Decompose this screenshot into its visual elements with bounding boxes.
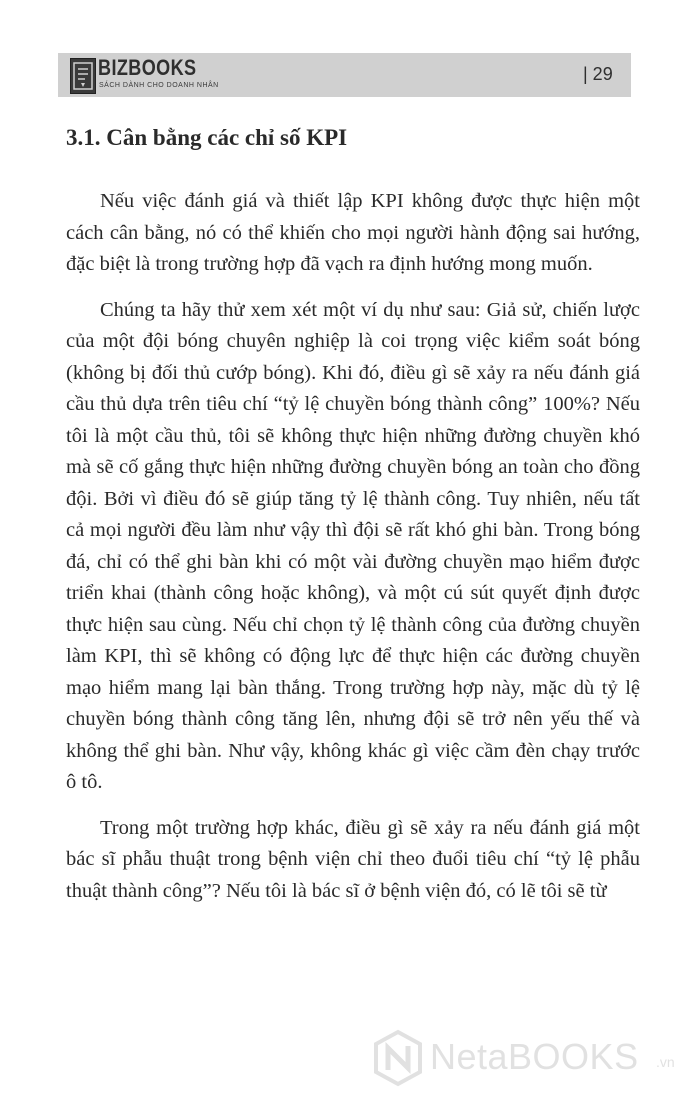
watermark [372,1028,692,1088]
paragraph: Chúng ta hãy thử xem xét một ví dụ như sau: Giả sử, chiến lược của một đội bóng chuyên nghiệp là coi trọng việc kiểm soát bóng (không bị đối thủ cướp bóng). Khi đó, điều gì sẽ xảy ra nếu đánh giá cầu thủ dựa trên tiêu chí “tỷ lệ chuyền bóng thành công” 100%? Nếu tôi là một cầu thủ, tôi sẽ không thực hiện những đường chuyền khó mà sẽ cố gắng thực hiện những đường chuyền bóng an toàn cho đồng đội. Bởi vì điều đó sẽ giúp tăng tỷ lệ thành công. Tuy nhiên, nếu tất cả mọi người đều làm như vậy thì đội sẽ rất khó ghi bàn. Trong bóng đá, chỉ có thể ghi bàn khi có một vài đường chuyền mạo hiểm được triển khai (thành công hoặc không), và một cú sút quyết định được thực hiện sau cùng. Nếu chỉ chọn tỷ lệ thành công của đường chuyền làm KPI, thì sẽ không có động lực để thực hiện các đường chuyền mạo hiểm mang lại bàn thắng. Trong trường hợp này, mặc dù tỷ lệ chuyền bóng thành công tăng lên, nhưng đội sẽ trở nên yếu thế và không thể ghi bàn. Như vậy, không khác gì việc cầm đèn chạy trước ô tô. [66,298,640,793]
bizbooks-logo-icon [70,58,96,94]
neta-logo-icon [372,1028,424,1092]
brand-tagline: SÁCH DÀNH CHO DOANH NHÂN [99,82,219,89]
paragraph: Trong một trường hợp khác, điều gì sẽ xảy ra nếu đánh giá một bác sĩ phẫu thuật trong bệnh viện chỉ theo đuổi tiêu chí “tỷ lệ phẫu thuật thành công”? Nếu tôi là bác sĩ ở bệnh viện đó, có lẽ tôi sẽ từ [66,816,640,902]
section-heading: 3.1. Cân bằng các chỉ số KPI [66,125,348,150]
brand-name: BIZBOOKS [98,55,197,80]
paragraph: Nếu việc đánh giá và thiết lập KPI không được thực hiện một cách cân bằng, nó có thể khiến cho mọi người hành động sai hướng, đặc biệt là trong trường hợp đã vạch ra định hướng mong muốn. [66,190,640,275]
page-number: | 29 [583,64,613,84]
body-text [66,186,640,921]
watermark-text: NetaBOOKS [430,1036,639,1077]
watermark-suffix: .vn [656,1054,675,1070]
